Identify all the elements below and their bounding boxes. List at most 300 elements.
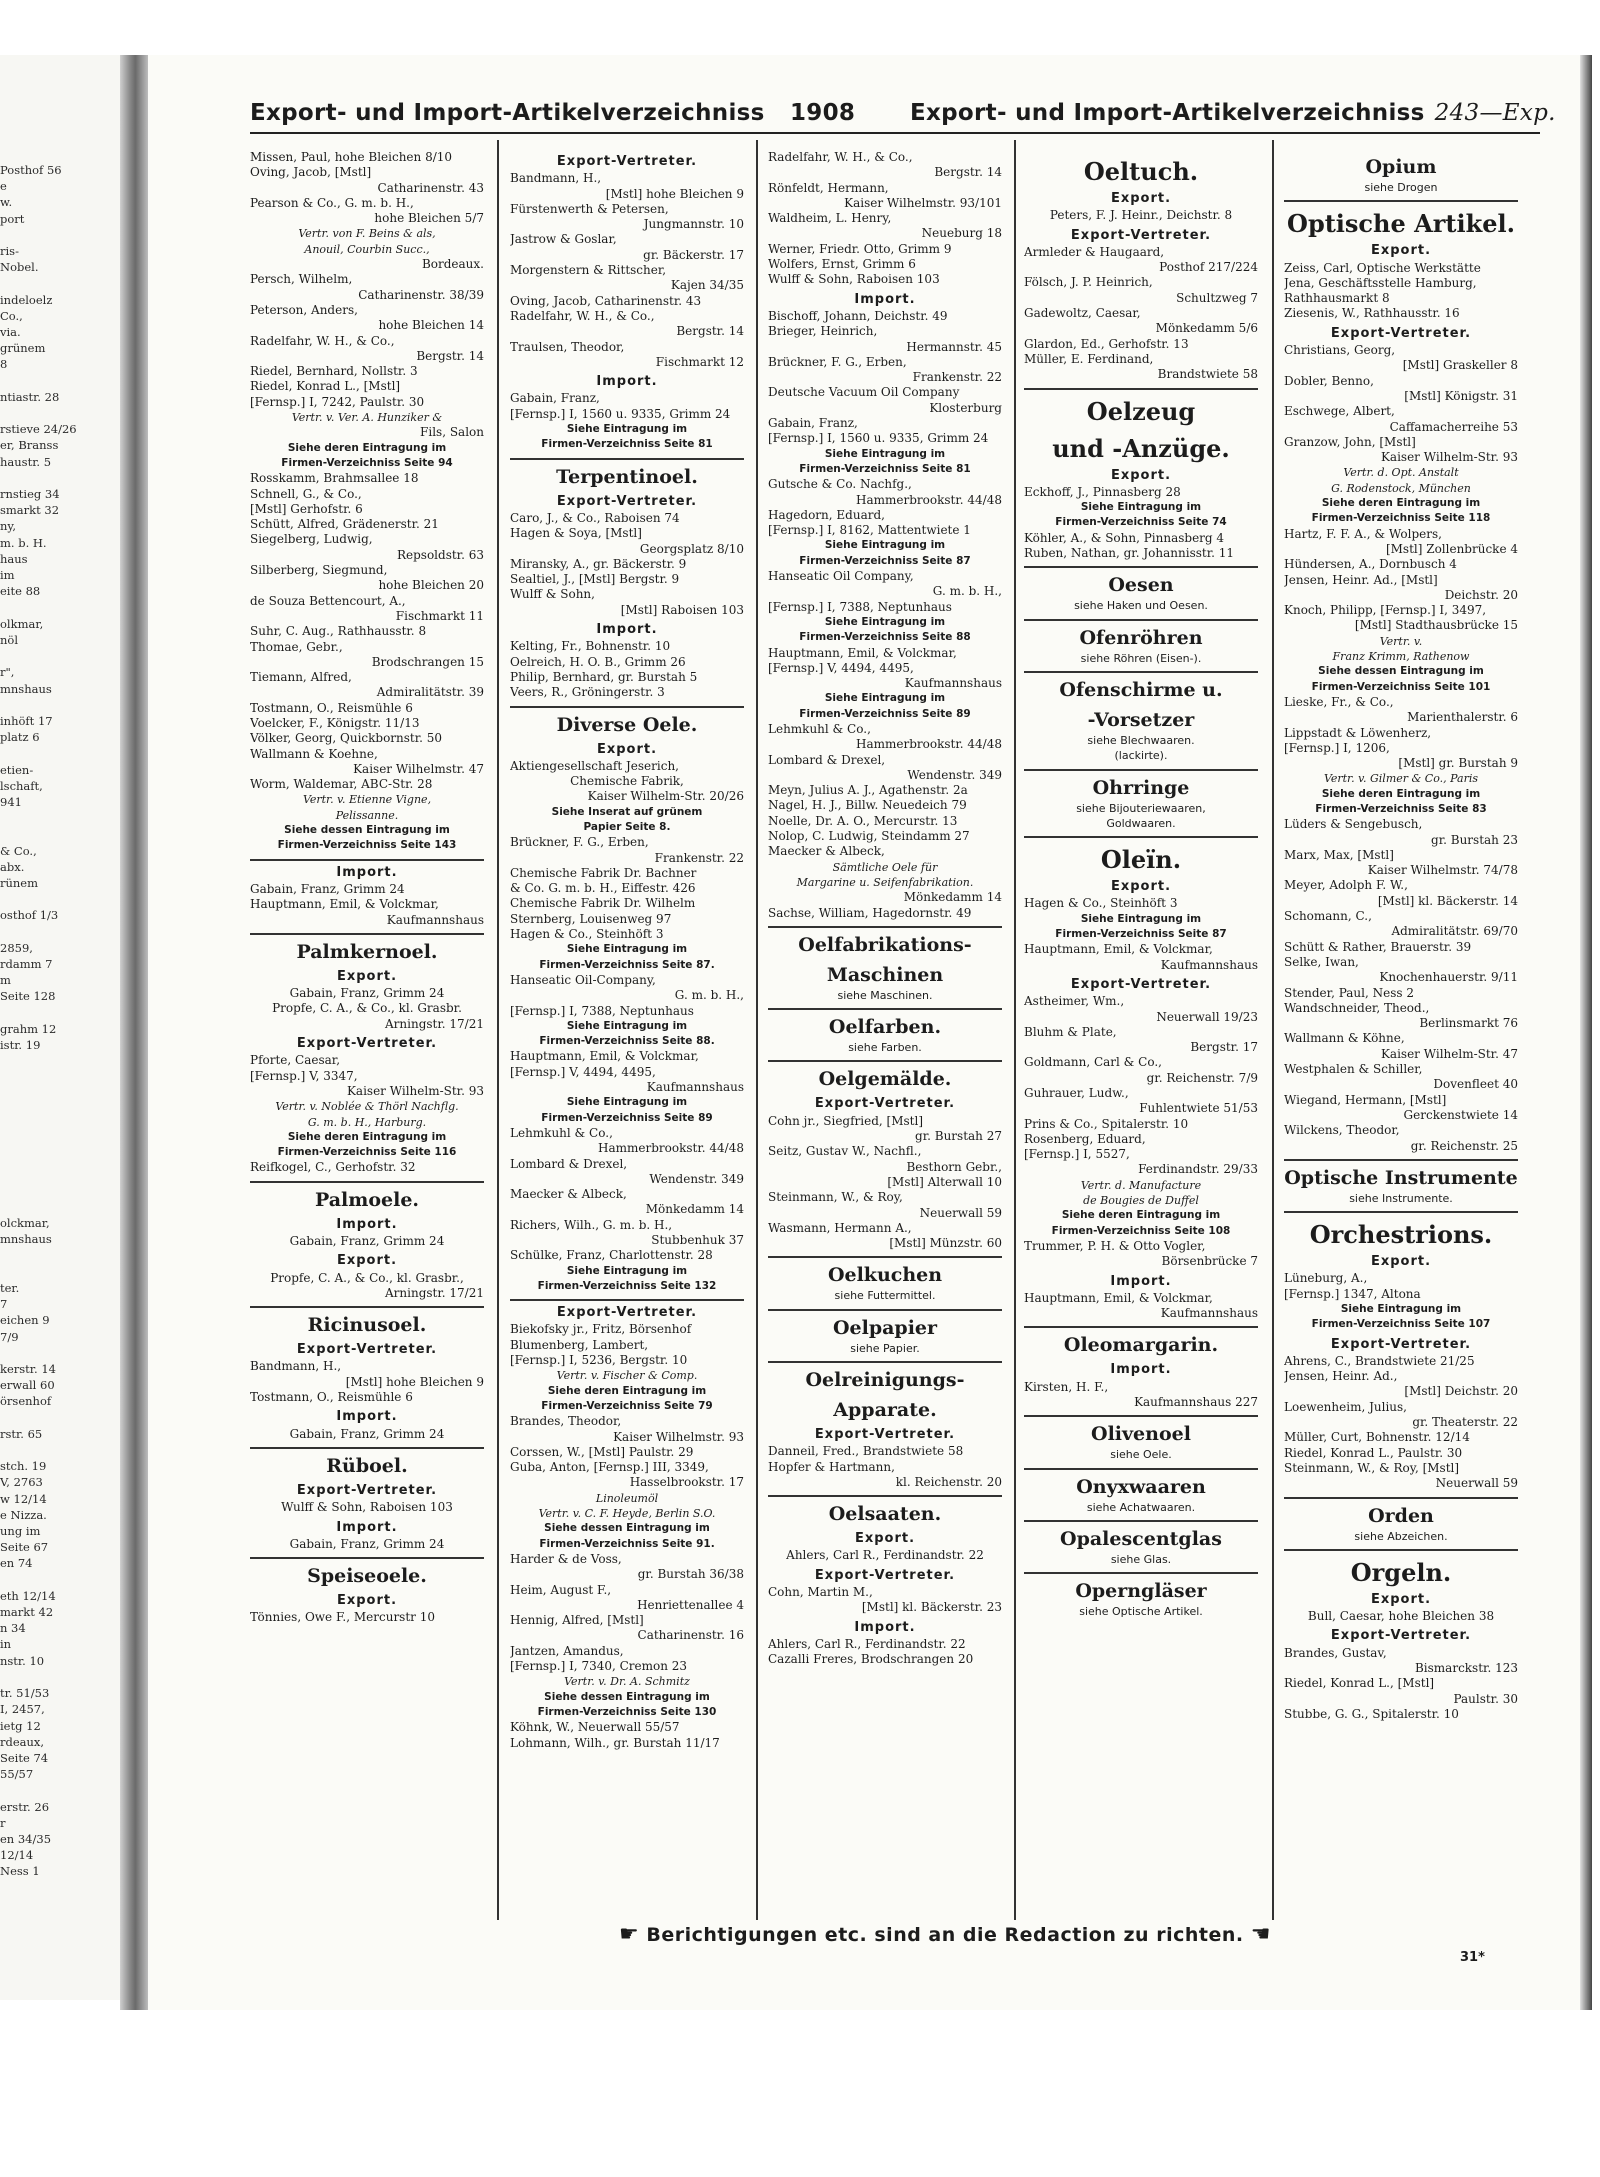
entry-address: Georgsplatz 8/10 — [639, 541, 744, 556]
entry-address: Ferdinandstr. 29/33 — [1138, 1162, 1258, 1177]
fragment-line: abx. — [0, 859, 25, 874]
entry-line: Hauptmann, Emil, & Volckmar, — [510, 1049, 699, 1064]
entry-address: Catharinenstr. 16 — [637, 1628, 744, 1643]
entry-line: Selke, Iwan, — [1284, 954, 1359, 969]
entry-line: Ahrens, C., Brandstwiete 21/25 — [1284, 1353, 1475, 1368]
entry-line: [Fernsp.] I, 7242, Paulstr. 30 — [250, 394, 425, 409]
cross-reference: siehe Oele. — [1110, 1448, 1172, 1462]
entry-address: Neueburg 18 — [921, 226, 1002, 241]
entry-address: Neuerwall 59 — [919, 1205, 1002, 1220]
reference-note: Papier Seite 8. — [583, 820, 671, 833]
entry-address: Bergstr. 17 — [1190, 1040, 1258, 1055]
footer-text: Berichtigungen etc. sind an die Redaction zu richten. — [646, 1924, 1244, 1946]
entry-address: Kaufmannshaus — [1160, 1306, 1258, 1321]
reference-note: Siehe Eintragung im — [566, 943, 688, 956]
entry-line: Corssen, W., [Mstl] Paulstr. 29 — [510, 1444, 694, 1459]
fragment-line: r", — [0, 665, 15, 680]
entry-line: Guba, Anton, [Fernsp.] III, 3349, — [510, 1460, 709, 1475]
fragment-line — [0, 745, 120, 761]
category-heading: Ofenschirme u. — [1059, 678, 1223, 701]
entry-line: Wasmann, Hermann A., — [768, 1220, 912, 1235]
entry-line: Brückner, F. G., Erben, — [510, 835, 649, 850]
subsection-heading: Export-Vertreter. — [296, 1482, 438, 1498]
entry-line: Kelting, Fr., Bohnenstr. 10 — [510, 639, 671, 654]
entry-line: Pearson & Co., G. m. b. H., — [250, 195, 414, 210]
category-heading: Opalescentglas — [1060, 1527, 1222, 1550]
agency-note: Vertr. v. Dr. A. Schmitz — [564, 1675, 690, 1689]
fragment-line: inhöft 17 — [0, 713, 53, 728]
entry-line: [Fernsp.] 1347, Altona — [1284, 1286, 1421, 1301]
fragment-line: Seite 67 — [0, 1540, 49, 1555]
subsection-heading: Export. — [1370, 1254, 1432, 1270]
subsection-heading: Export-Vertreter. — [296, 1342, 438, 1358]
subsection-heading: Export. — [336, 1253, 398, 1269]
entry-line: Müller, E. Ferdinand, — [1024, 351, 1154, 366]
category-heading: Diverse Oele. — [556, 713, 698, 736]
column-divider — [497, 140, 499, 1920]
entry-line: Sealtiel, J., [Mstl] Bergstr. 9 — [510, 572, 680, 587]
fragment-line: grahm 12 — [0, 1021, 57, 1036]
agency-note: Vertr. v. Fischer & Comp. — [556, 1369, 698, 1383]
reference-note: Firmen-Verzeichniss Seite 74 — [1055, 516, 1227, 529]
section-rule — [1024, 836, 1258, 838]
entry-line: Blumenberg, Lambert, — [510, 1337, 649, 1352]
entry-address: Kaiser Wilhelmstr. 93 — [613, 1429, 744, 1444]
agency-note: Linoleumöl — [595, 1491, 659, 1505]
subsection-heading: Import. — [336, 864, 398, 880]
entry-line: [Fernsp.] I, 1560 u. 9335, Grimm 24 — [768, 431, 989, 446]
entry-address: Kaiser Wilhelm-Str. 47 — [1380, 1046, 1518, 1061]
agency-note: G. Rodenstock, München — [1331, 481, 1471, 495]
fragment-line — [0, 1167, 120, 1183]
cross-reference: siehe Instrumente. — [1349, 1191, 1453, 1205]
entry-line: Christians, Georg, — [1284, 343, 1396, 358]
entry-address: Henriettenallee 4 — [637, 1597, 744, 1612]
entry-address: hohe Bleichen 20 — [378, 578, 484, 593]
category-heading: Oelfabrikations- — [798, 933, 972, 956]
previous-page-fragment — [0, 55, 120, 2000]
entry-line: Noelle, Dr. A. O., Mercurstr. 13 — [768, 813, 958, 828]
fragment-line — [0, 1118, 120, 1134]
fragment-line — [0, 405, 120, 421]
subsection-heading: Export-Vertreter. — [1330, 1336, 1472, 1352]
subsection-heading: Export-Vertreter. — [556, 493, 698, 509]
entry-address: Hammerbrookstr. 44/48 — [856, 492, 1002, 507]
reference-note: Siehe Eintragung im — [824, 615, 946, 628]
pointing-hand-icon: ☛ — [619, 1922, 640, 1947]
reference-note: Siehe Inserat auf grünem — [551, 805, 703, 818]
entry-address: [Mstl] Königstr. 31 — [1404, 388, 1518, 403]
entry-address: Hammerbrookstr. 44/48 — [598, 1141, 744, 1156]
column-5 — [1284, 150, 1518, 1912]
fragment-line: Co., — [0, 308, 23, 323]
fragment-line — [0, 1669, 120, 1685]
category-heading: und -Anzüge. — [1052, 433, 1230, 463]
entry-address: Admiralitätstr. 39 — [376, 685, 484, 700]
entry-line: Hauptmann, Emil, & Volckmar, — [768, 645, 957, 660]
reference-note: Firmen-Verzeichniss Seite 89 — [541, 1111, 713, 1124]
entry-line: Bandmann, H., — [250, 1359, 342, 1374]
fragment-line: rstieve 24/26 — [0, 422, 77, 437]
reference-note: Siehe deren Eintragung im — [287, 1130, 447, 1143]
entry-address: Kaufmannshaus — [646, 1080, 744, 1095]
category-heading: Optische Artikel. — [1287, 209, 1515, 239]
entry-address: Neuerwall 59 — [1435, 1476, 1518, 1491]
entry-line: Westphalen & Schiller, — [1284, 1062, 1423, 1077]
entry-line: Zeiss, Carl, Optische Werkstätte — [1284, 260, 1481, 275]
column-divider — [756, 140, 758, 1920]
fragment-line: kerstr. 14 — [0, 1362, 56, 1377]
category-heading: Oleïn. — [1100, 845, 1182, 875]
entry-line: Oving, Jacob, [Mstl] — [250, 165, 372, 180]
entry-address: Repsoldstr. 63 — [396, 547, 484, 562]
fragment-line: e Nizza. — [0, 1507, 47, 1522]
entry-address: Bergstr. 14 — [676, 324, 744, 339]
entry-line: Oelreich, H. O. B., Grimm 26 — [510, 654, 686, 669]
entry-address: [Mstl] hohe Bleichen 9 — [345, 1374, 484, 1389]
entry-address: hohe Bleichen 14 — [378, 318, 484, 333]
entry-line: Jastrow & Goslar, — [510, 232, 617, 247]
fragment-line: n 34 — [0, 1621, 26, 1636]
fragment-line: rünem — [0, 875, 39, 890]
entry-address: Neuerwall 19/23 — [1156, 1009, 1258, 1024]
subsection-heading: Import. — [854, 291, 916, 307]
entry-line: Hopfer & Hartmann, — [768, 1459, 895, 1474]
entry-address: gr. Bäckerstr. 17 — [643, 247, 744, 262]
entry-line: Fürstenwerth & Petersen, — [510, 201, 669, 216]
section-rule — [1024, 671, 1258, 673]
header-title-right: Export- und Import-Artikelverzeichniss — [910, 100, 1425, 126]
reference-note: Firmen-Verzeichniss Seite 132 — [537, 1279, 717, 1292]
column-4 — [1024, 150, 1258, 1912]
subsection-heading: Export. — [1110, 879, 1172, 895]
section-rule — [510, 1299, 744, 1301]
agency-note: Vertr. d. Opt. Anstalt — [1343, 466, 1459, 480]
category-heading: Palmkernoel. — [296, 940, 438, 963]
entry-address: gr. Reichenstr. 25 — [1410, 1138, 1518, 1153]
fragment-line: olckmar, — [0, 1216, 50, 1231]
header-title-left: Export- und Import-Artikelverzeichniss — [250, 100, 765, 126]
reference-note: Firmen-Verzeichniss Seite 94 — [281, 456, 453, 469]
fragment-line: w 12/14 — [0, 1491, 47, 1506]
category-heading: Oeltuch. — [1083, 157, 1199, 186]
subsection-heading: Export-Vertreter. — [814, 1427, 956, 1442]
fragment-line — [0, 1199, 120, 1215]
fragment-line — [0, 1086, 120, 1102]
entry-address: hohe Bleichen 5/7 — [374, 211, 484, 226]
reference-note: Firmen-Verzeichniss Seite 81 — [541, 438, 713, 451]
reference-note: Siehe dessen Eintragung im — [544, 1690, 710, 1703]
entry-line: Wandschneider, Theod., — [1284, 1000, 1430, 1015]
entry-address: gr. Theaterstr. 22 — [1412, 1415, 1518, 1430]
section-rule — [1024, 1468, 1258, 1470]
category-heading: Orgeln. — [1350, 1557, 1452, 1587]
subsection-heading: Export. — [596, 741, 658, 757]
entry-line: Wiegand, Hermann, [Mstl] — [1284, 1092, 1447, 1107]
category-heading: Terpentinoel. — [556, 465, 698, 488]
fragment-line: r — [0, 1815, 6, 1830]
fragment-line — [0, 1782, 120, 1798]
agency-note: Vertr. v. C. F. Heyde, Berlin S.O. — [538, 1507, 716, 1521]
entry-address: [Mstl] Deichstr. 20 — [1404, 1384, 1518, 1399]
entry-line: Nagel, H. J., Billw. Neuedeich 79 — [768, 798, 967, 813]
entry-line: Wulff & Sohn, Raboisen 103 — [768, 272, 940, 287]
entry-address: Fischmarkt 12 — [655, 354, 744, 369]
fragment-line: Posthof 56 — [0, 163, 62, 177]
subsection-heading: Import. — [596, 374, 658, 390]
entry-address: Paulstr. 30 — [1453, 1691, 1518, 1706]
fragment-line: eichen 9 — [0, 1313, 50, 1328]
entry-line: Trummer, P. H. & Otto Vogler, — [1024, 1238, 1206, 1253]
section-rule — [1024, 1415, 1258, 1417]
entry-line: Riedel, Bernhard, Nollstr. 3 — [250, 364, 418, 379]
entry-line: Philip, Bernhard, gr. Burstah 5 — [510, 669, 698, 684]
fragment-line: en 34/35 — [0, 1831, 52, 1846]
entry-line: Wallmann & Koehne, — [250, 746, 378, 761]
entry-line: & Co. G. m. b. H., Eiffestr. 426 — [510, 881, 696, 896]
section-rule — [1024, 1326, 1258, 1328]
fragment-line: nöl — [0, 632, 19, 647]
entry-line: Astheimer, Wm., — [1024, 994, 1125, 1009]
fragment-line — [0, 1345, 120, 1361]
entry-address: Klosterburg — [929, 400, 1002, 415]
entry-address: Gerckenstwiete 14 — [1403, 1107, 1518, 1122]
entry-address: Frankenstr. 22 — [912, 370, 1002, 385]
cross-reference: siehe Papier. — [850, 1341, 920, 1355]
reference-note: Firmen-Verzeichniss Seite 87 — [1055, 928, 1227, 941]
fragment-line: mnshaus — [0, 681, 52, 696]
cross-reference: siehe Blechwaaren. — [1087, 733, 1195, 747]
fragment-line: via. — [0, 325, 21, 340]
fragment-line: eite 88 — [0, 584, 41, 599]
entry-line: Cohn jr., Siegfried, [Mstl] — [768, 1113, 923, 1128]
agency-note: Vertr. von F. Beins & als, — [298, 227, 436, 241]
cross-reference: (lackirte). — [1114, 749, 1168, 763]
fragment-line — [0, 648, 120, 664]
fragment-line: rdamm 7 — [0, 956, 53, 971]
section-rule — [768, 1256, 1002, 1258]
fragment-line: 2859, — [0, 940, 33, 955]
fragment-line — [0, 1248, 120, 1264]
entry-address: [Mstl] Stadthausbrücke 15 — [1354, 618, 1518, 633]
entry-line: Tostmann, O., Reismühle 6 — [250, 700, 413, 715]
entry-line: Lombard & Drexel, — [768, 752, 886, 767]
entry-line: Tiemann, Alfred, — [250, 670, 352, 685]
fragment-line — [0, 697, 120, 713]
entry-line: Steinmann, W., & Roy, [Mstl] — [1284, 1460, 1460, 1475]
column-2 — [510, 150, 744, 1912]
entry-line: Lehmkuhl & Co., — [768, 721, 871, 736]
subsection-heading: Export. — [336, 968, 398, 984]
entry-address: Catharinenstr. 43 — [377, 180, 484, 195]
entry-line: Hauptmann, Emil, & Volckmar, — [1024, 1290, 1213, 1305]
fragment-line: Seite 74 — [0, 1750, 49, 1765]
subsection-heading: Export-Vertreter. — [1070, 227, 1212, 243]
category-heading: Oelreinigungs- — [805, 1369, 965, 1391]
section-rule — [1284, 1159, 1518, 1161]
entry-line: Morgenstern & Rittscher, — [510, 263, 667, 278]
entry-line: [Fernsp.] I, 5236, Bergstr. 10 — [510, 1353, 688, 1368]
section-rule — [510, 458, 744, 460]
fragment-line: 12/14 — [0, 1848, 34, 1863]
entry-address: Deichstr. 20 — [1444, 587, 1518, 602]
category-heading: Oelkuchen — [827, 1264, 943, 1287]
entry-line: Schomann, C., — [1284, 909, 1372, 924]
entry-line: Hanseatic Oil-Company, — [510, 972, 656, 987]
entry-address: Bergstr. 14 — [416, 348, 484, 363]
entry-address: Kaufmannshaus — [1160, 957, 1258, 972]
category-heading: Ofenröhren — [1079, 626, 1203, 649]
column-3 — [768, 150, 1002, 1912]
agency-note: G. m. b. H., Harburg. — [307, 1115, 427, 1129]
entry-line: Marx, Max, [Mstl] — [1284, 847, 1394, 862]
entry-line: [Fernsp.] V, 3347, — [250, 1068, 358, 1083]
fragment-line: 8 — [0, 357, 8, 372]
entry-line: Dobler, Benno, — [1284, 373, 1374, 388]
fragment-line — [0, 275, 120, 291]
cross-reference: siehe Drogen — [1364, 181, 1438, 194]
entry-line: Gabain, Franz, Grimm 24 — [250, 881, 405, 896]
reference-note: Siehe Eintragung im — [824, 692, 946, 705]
entry-line: Heim, August F., — [510, 1582, 612, 1597]
entry-line: de Souza Bettencourt, A., — [250, 593, 406, 608]
fragment-line: w. — [0, 195, 13, 210]
entry-line: Hündersen, A., Dornbusch 4 — [1284, 557, 1457, 572]
entry-line: Tostmann, O., Reismühle 6 — [250, 1390, 413, 1405]
section-rule — [1024, 1520, 1258, 1522]
entry-line: Steinmann, W., & Roy, — [768, 1190, 903, 1205]
entry-line: Jantzen, Amandus, — [510, 1643, 624, 1658]
fragment-line — [0, 470, 120, 486]
page-edge — [1580, 55, 1592, 2010]
fragment-line: m. b. H. — [0, 535, 47, 550]
subsection-heading: Export. — [1110, 467, 1172, 483]
fragment-line — [0, 891, 120, 907]
entry-address: Mönkedamm 5/6 — [1155, 321, 1258, 336]
cross-reference: siehe Maschinen. — [837, 988, 933, 1002]
reference-note: Firmen-Verzeichniss Seite 89 — [799, 707, 971, 720]
entry-line: Harder & de Voss, — [510, 1551, 622, 1566]
category-heading: Opium — [1365, 156, 1437, 178]
entry-address: kl. Reichenstr. 20 — [895, 1474, 1002, 1489]
entry-line: Gabain, Franz, Grimm 24 — [289, 986, 445, 1001]
entry-address: Hammerbrookstr. 44/48 — [856, 737, 1002, 752]
subsection-heading: Export-Vertreter. — [814, 1096, 956, 1112]
entry-line: Ziesenis, W., Rathhausstr. 16 — [1284, 306, 1460, 321]
reference-note: Firmen-Verzeichniss Seite 130 — [537, 1705, 717, 1718]
fragment-line — [0, 1005, 120, 1021]
entry-address: Frankenstr. 22 — [654, 850, 744, 865]
entry-line: Hagen & Co., Steinhöft 3 — [1024, 896, 1178, 911]
section-rule — [250, 1181, 484, 1183]
reference-note: Siehe deren Eintragung im — [547, 1384, 707, 1397]
reference-note: Firmen-Verzeichniss Seite 108 — [1051, 1224, 1231, 1237]
reference-note: Firmen-Verzeichniss Seite 79 — [541, 1399, 713, 1412]
fragment-line: etien- — [0, 762, 34, 777]
cross-reference: siehe Optische Artikel. — [1079, 1605, 1203, 1619]
entry-line: Biekofsky jr., Fritz, Börsenhof — [510, 1322, 692, 1337]
reference-note: Siehe dessen Eintragung im — [1318, 665, 1484, 678]
fragment-line — [0, 1134, 120, 1150]
entry-line: Waldheim, L. Henry, — [768, 211, 892, 226]
fragment-line: rdeaux, — [0, 1734, 45, 1749]
fragment-line: tr. 51/53 — [0, 1686, 50, 1701]
category-heading: Oleomargarin. — [1063, 1334, 1219, 1357]
entry-line: Köhnk, W., Neuerwall 55/57 — [510, 1720, 680, 1735]
header-rule — [250, 132, 1540, 134]
entry-address: gr. Burstah 27 — [915, 1129, 1002, 1144]
entry-line: Gutsche & Co. Nachfg., — [768, 477, 912, 492]
entry-address: Bordeaux. — [421, 257, 484, 272]
section-rule — [1284, 1211, 1518, 1213]
entry-line: Schütt & Rather, Brauerstr. 39 — [1284, 939, 1472, 954]
fragment-line: markt 42 — [0, 1605, 54, 1620]
entry-address: G. m. b. H., — [674, 988, 744, 1003]
cross-reference: Goldwaaren. — [1106, 816, 1176, 830]
entry-address: Marienthalerstr. 6 — [1407, 710, 1518, 725]
entry-address: Hasselbrookstr. 17 — [629, 1475, 744, 1490]
fragment-line: I, 2457, — [0, 1702, 45, 1717]
cross-reference: siehe Röhren (Eisen-). — [1080, 651, 1202, 665]
entry-address: Kaufmannshaus — [904, 676, 1002, 691]
entry-line: Gabain, Franz, — [768, 416, 858, 431]
agency-note: Franz Krimm, Rathenow — [1332, 650, 1470, 664]
category-heading: Olivenoel — [1091, 1423, 1191, 1446]
subsection-heading: Import. — [336, 1519, 398, 1535]
fragment-line: ietg 12 — [0, 1718, 41, 1733]
entry-address: Catharinenstr. 38/39 — [358, 287, 484, 302]
section-rule — [250, 859, 484, 861]
entry-line: [Fernsp.] V, 4494, 4495, — [510, 1064, 656, 1079]
entry-line: Maecker & Albeck, — [510, 1187, 627, 1202]
column-1 — [250, 150, 484, 1912]
entry-address: Hermannstr. 45 — [906, 339, 1002, 354]
entry-address: Bismarckstr. 123 — [1414, 1661, 1518, 1676]
entry-line: Cohn, Martin M., — [768, 1585, 873, 1600]
entry-line: Knoch, Philipp, [Fernsp.] I, 3497, — [1284, 603, 1487, 618]
subsection-heading: Export-Vertreter. — [296, 1036, 438, 1052]
entry-address: Posthof 217/224 — [1159, 260, 1258, 275]
entry-line: Rönfeldt, Hermann, — [768, 180, 889, 195]
entry-line: Persch, Wilhelm, — [250, 272, 353, 287]
section-rule — [250, 933, 484, 935]
category-heading: Onyxwaaren — [1076, 1475, 1206, 1498]
entry-line: Ahlers, Carl R., Ferdinandstr. 22 — [768, 1636, 966, 1651]
subsection-heading: Export-Vertreter. — [556, 154, 698, 169]
entry-line: Lehmkuhl & Co., — [510, 1125, 613, 1140]
reference-note: Siehe Eintragung im — [824, 539, 946, 552]
entry-address: Berlinsmarkt 76 — [1419, 1016, 1518, 1031]
agency-note: Vertr. v. Noblée & Thörl Nachflg. — [275, 1100, 459, 1114]
category-heading: Oelsaaten. — [828, 1503, 942, 1526]
category-heading: Speiseoele. — [307, 1565, 427, 1588]
entry-line: Hanseatic Oil Company, — [768, 569, 914, 584]
section-rule — [250, 1447, 484, 1449]
fragment-line: grünem — [0, 341, 46, 356]
entry-line: Gabain, Franz, Grimm 24 — [289, 1536, 445, 1551]
entry-address: [Mstl] Raboisen 103 — [620, 602, 744, 617]
fragment-line — [0, 599, 120, 615]
agency-note: Vertr. v. — [1379, 634, 1423, 648]
entry-line: Schütt, Alfred, Grädenerstr. 21 — [250, 517, 439, 532]
book-gutter — [120, 55, 148, 2010]
entry-line: Aktiengesellschaft Jeserich, — [510, 758, 679, 773]
entry-line: Lippstadt & Löwenherz, — [1284, 725, 1432, 740]
entry-line: Riedel, Konrad L., [Mstl] — [250, 379, 401, 394]
subsection-heading: Import. — [336, 1409, 398, 1425]
entry-line: Cazalli Freres, Brodschrangen 20 — [768, 1652, 974, 1667]
subsection-heading: Export-Vertreter. — [1330, 1628, 1472, 1644]
